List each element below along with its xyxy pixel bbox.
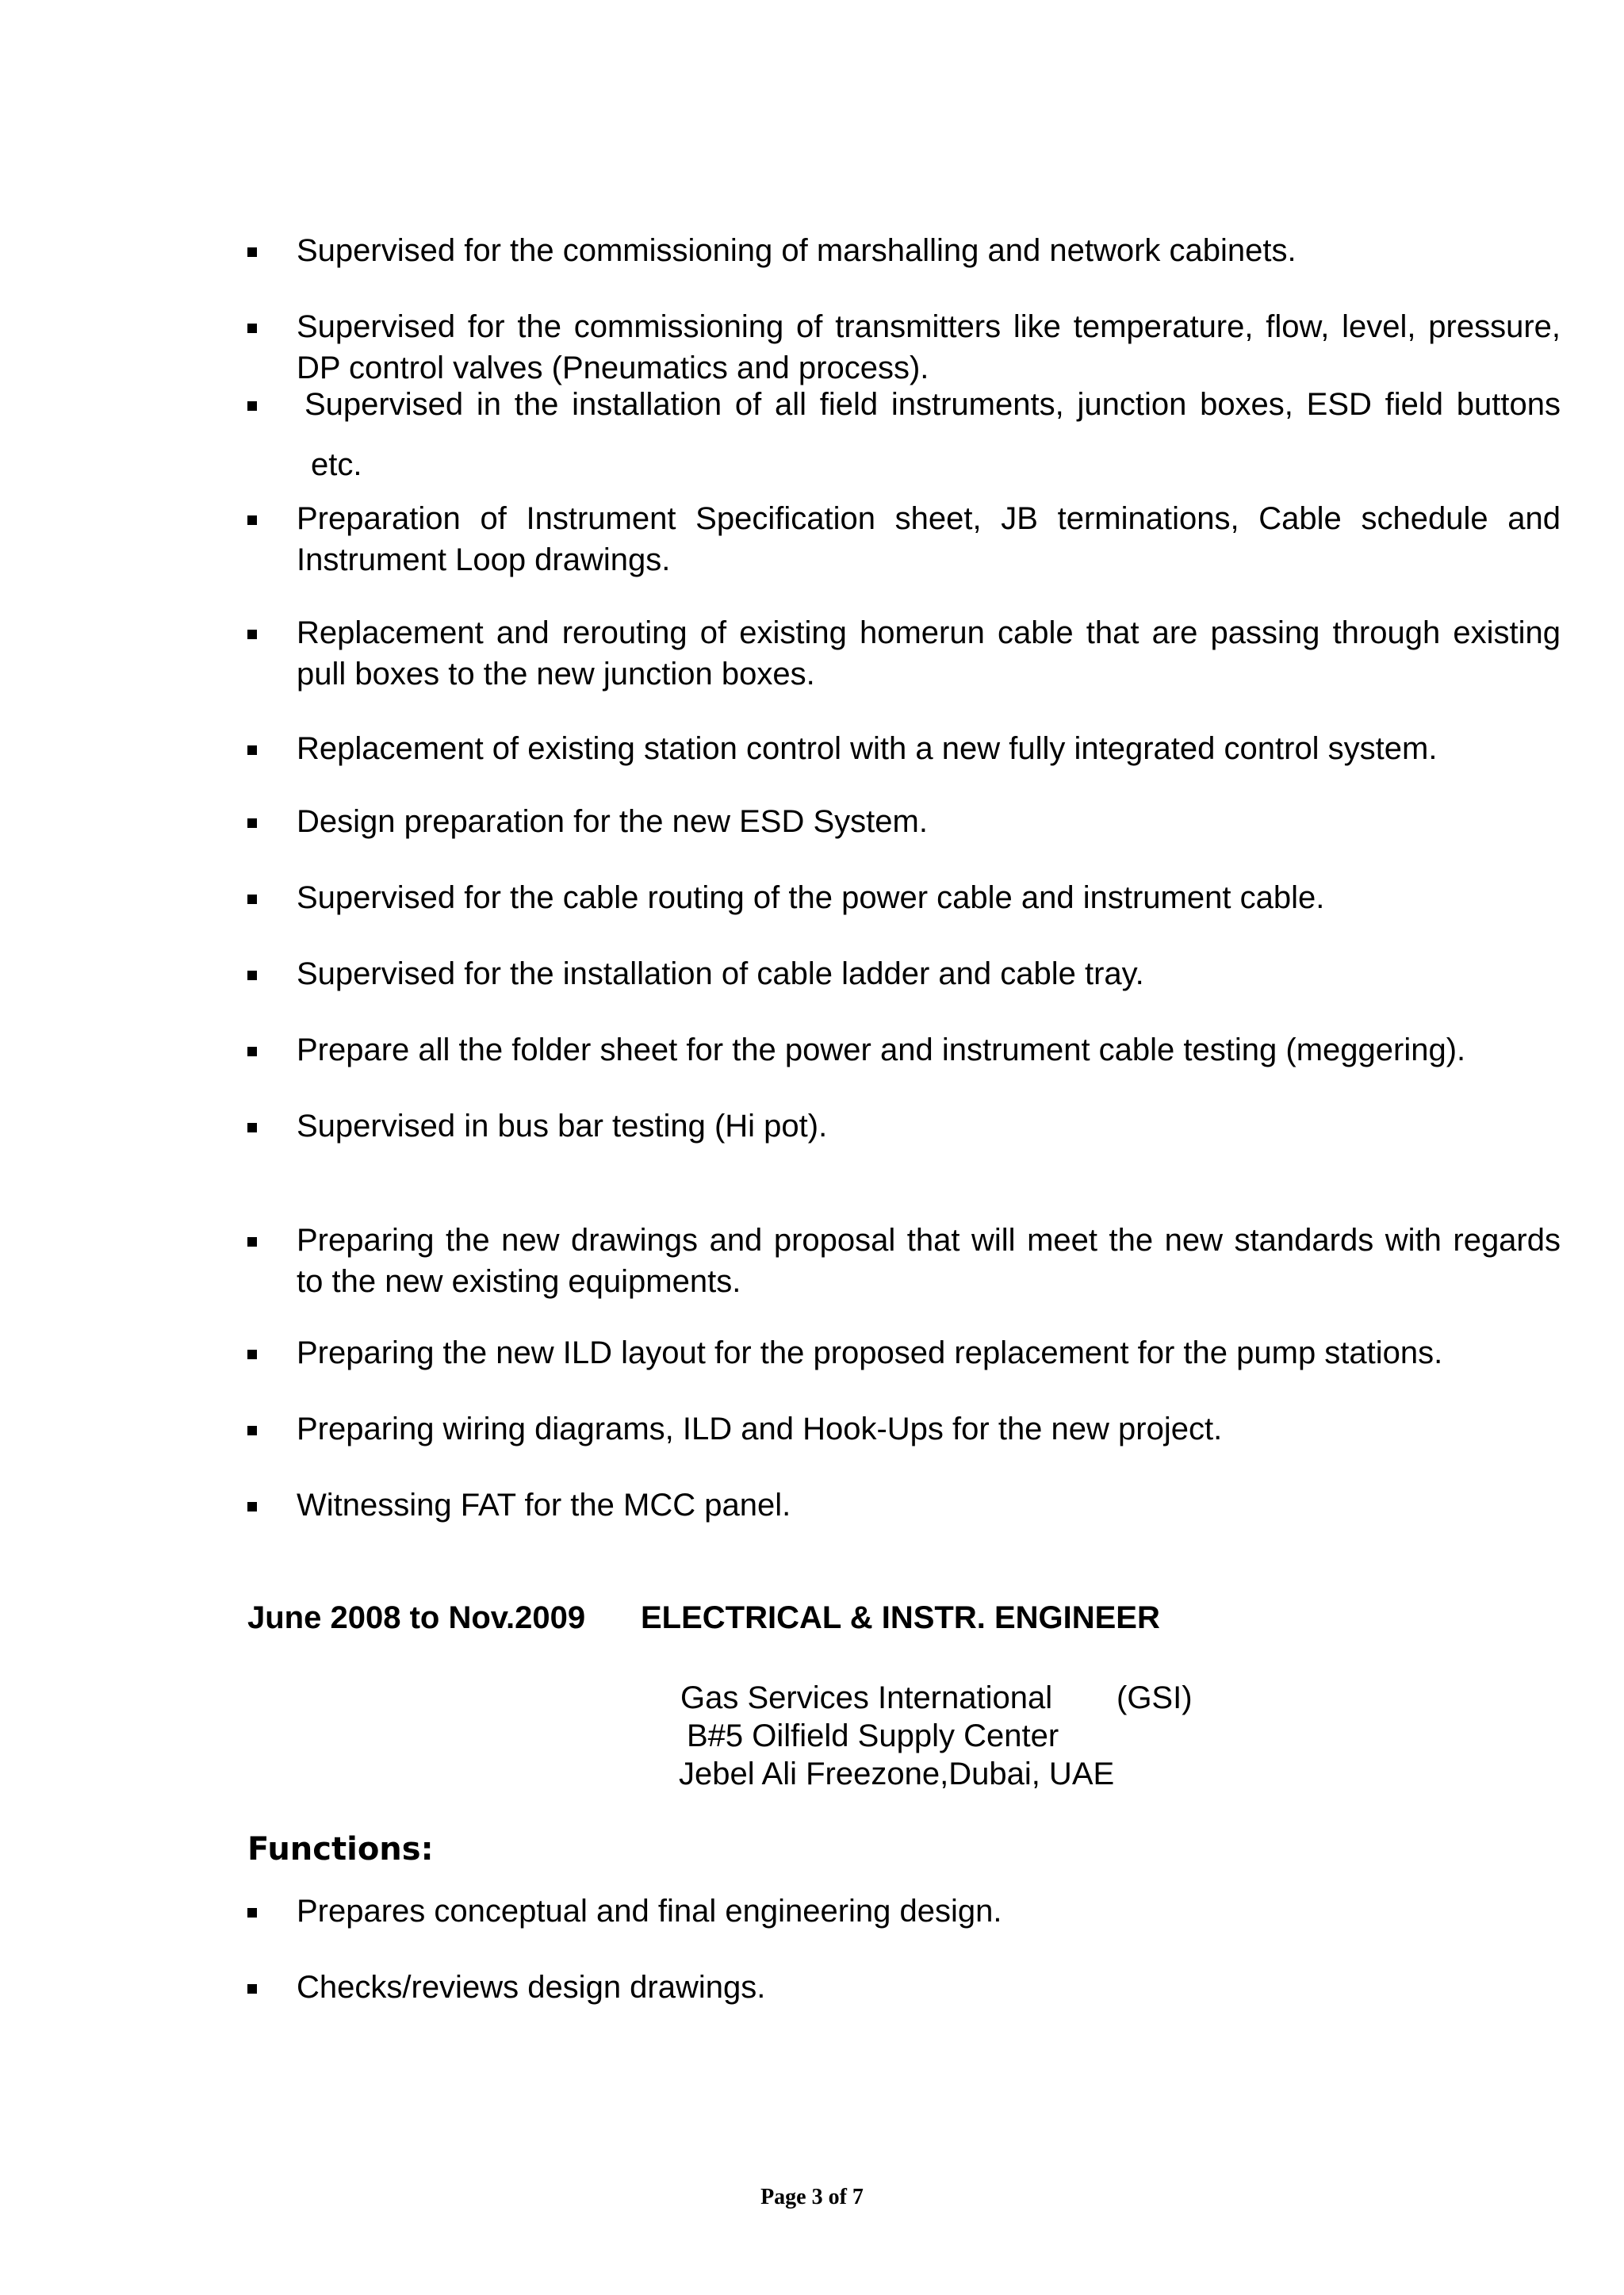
company-address-line-1: B#5 Oilfield Supply Center	[687, 1718, 1059, 1753]
bullet-marker	[247, 247, 257, 257]
list-item: Preparation of Instrument Specification sheet, JB terminations, Cable schedule and Instrument Loop drawings.	[297, 501, 1561, 577]
list-item: Supervised in bus bar testing (Hi pot).	[297, 1109, 828, 1144]
functions-heading: Functions:	[247, 1831, 434, 1868]
job-title: ELECTRICAL & INSTR. ENGINEER	[641, 1600, 1160, 1635]
list-item: Supervised for the cable routing of the power cable and instrument cable.	[297, 880, 1325, 915]
bullet-marker	[247, 1502, 257, 1511]
bullet-marker	[247, 1350, 257, 1359]
list-item: Supervised for the installation of cable ladder and cable tray.	[297, 956, 1144, 991]
list-item: Preparing the new drawings and proposal that will meet the new standards with regards to the new existing equipments.	[297, 1223, 1561, 1299]
bullet-marker	[247, 324, 257, 333]
bullet-marker	[247, 818, 257, 828]
list-item: Design preparation for the new ESD System.	[297, 804, 928, 839]
company-name: Gas Services International	[680, 1680, 1053, 1715]
bullet-marker	[247, 1426, 257, 1435]
bullet-marker	[247, 515, 257, 525]
bullet-marker	[247, 401, 257, 411]
list-item-continuation: etc.	[311, 447, 362, 482]
list-item: Prepares conceptual and final engineering design.	[297, 1894, 1002, 1929]
bullet-marker	[247, 1047, 257, 1056]
bullet-marker	[247, 895, 257, 904]
list-item: Supervised for the commissioning of transmitters like temperature, flow, level, pressure, DP control valves (Pneumatics and process).	[297, 309, 1561, 385]
list-item: Replacement of existing station control with a new fully integrated control system.	[297, 731, 1438, 766]
list-item: Witnessing FAT for the MCC panel.	[297, 1488, 791, 1523]
bullet-marker	[247, 971, 257, 980]
bullet-marker	[247, 745, 257, 755]
bullet-marker	[247, 1984, 257, 1994]
list-item: Supervised in the installation of all field instruments, junction boxes, ESD field buttons	[304, 387, 1561, 422]
page-number: Page 3 of 7	[760, 2185, 864, 2209]
bullet-marker	[247, 1123, 257, 1132]
bullet-marker	[247, 1237, 257, 1247]
list-item: Preparing wiring diagrams, ILD and Hook-Ups for the new project.	[297, 1412, 1223, 1446]
list-item: Replacement and rerouting of existing homerun cable that are passing through existing pull boxes to the new junction boxes.	[297, 615, 1561, 692]
list-item: Preparing the new ILD layout for the proposed replacement for the pump stations.	[297, 1335, 1443, 1370]
list-item: Supervised for the commissioning of marshalling and network cabinets.	[297, 233, 1297, 268]
bullet-marker	[247, 1908, 257, 1918]
job-period: June 2008 to Nov.2009	[247, 1600, 586, 1635]
bullet-marker	[247, 630, 257, 639]
company-address-line-2: Jebel Ali Freezone,Dubai, UAE	[679, 1757, 1115, 1791]
company-abbreviation: (GSI)	[1116, 1680, 1193, 1715]
list-item: Checks/reviews design drawings.	[297, 1970, 766, 2005]
list-item: Prepare all the folder sheet for the power and instrument cable testing (meggering).	[297, 1033, 1466, 1067]
